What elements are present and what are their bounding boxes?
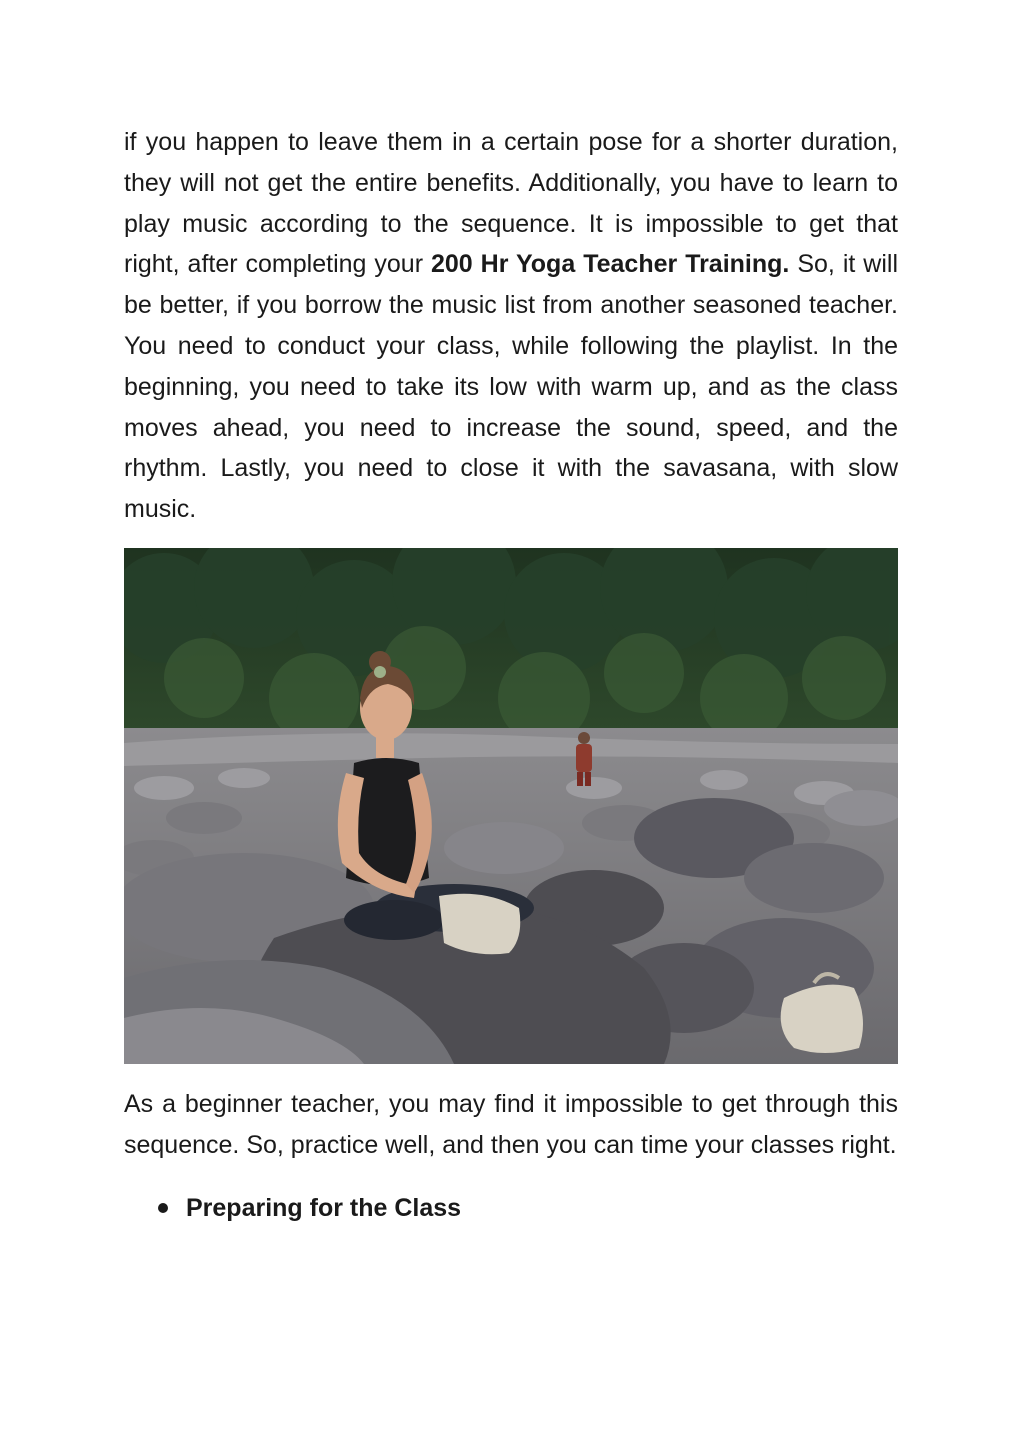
bullet-list [124,1188,898,1228]
bullet-dot-icon [158,1203,168,1213]
paragraph-music-sequence [124,122,898,530]
document-page [124,122,898,1228]
bullet-label: Preparing for the Class [186,1193,462,1222]
list-item [124,1188,898,1228]
meditation-photo [124,548,898,1064]
paragraph-text-start: if you happen to leave them in a certain pose for a shorter duration, they will not get the entire benefits. Additionally, you have to learn to play music according to the sequence. It is impossible to get that right, after completing your [124,128,898,279]
meditation-photo-illustration [124,548,898,1064]
bold-training-link-text: 200 Hr Yoga Teacher Training. [431,250,790,279]
paragraph-text-end: So, it will be better, if you borrow the music list from another seasoned teacher. You need to conduct your class, while following the playlist. In the beginning, you need to take its low with warm up, and as the class moves ahead, you need to increase the sound, speed, and the rhythm. Lastly, you need to close it with the savasana, with slow music. [124,250,899,524]
paragraph-beginner-teacher: As a beginner teacher, you may find it impossible to get through this sequence. So, practice well, and then you can time your classes right. [124,1089,898,1159]
